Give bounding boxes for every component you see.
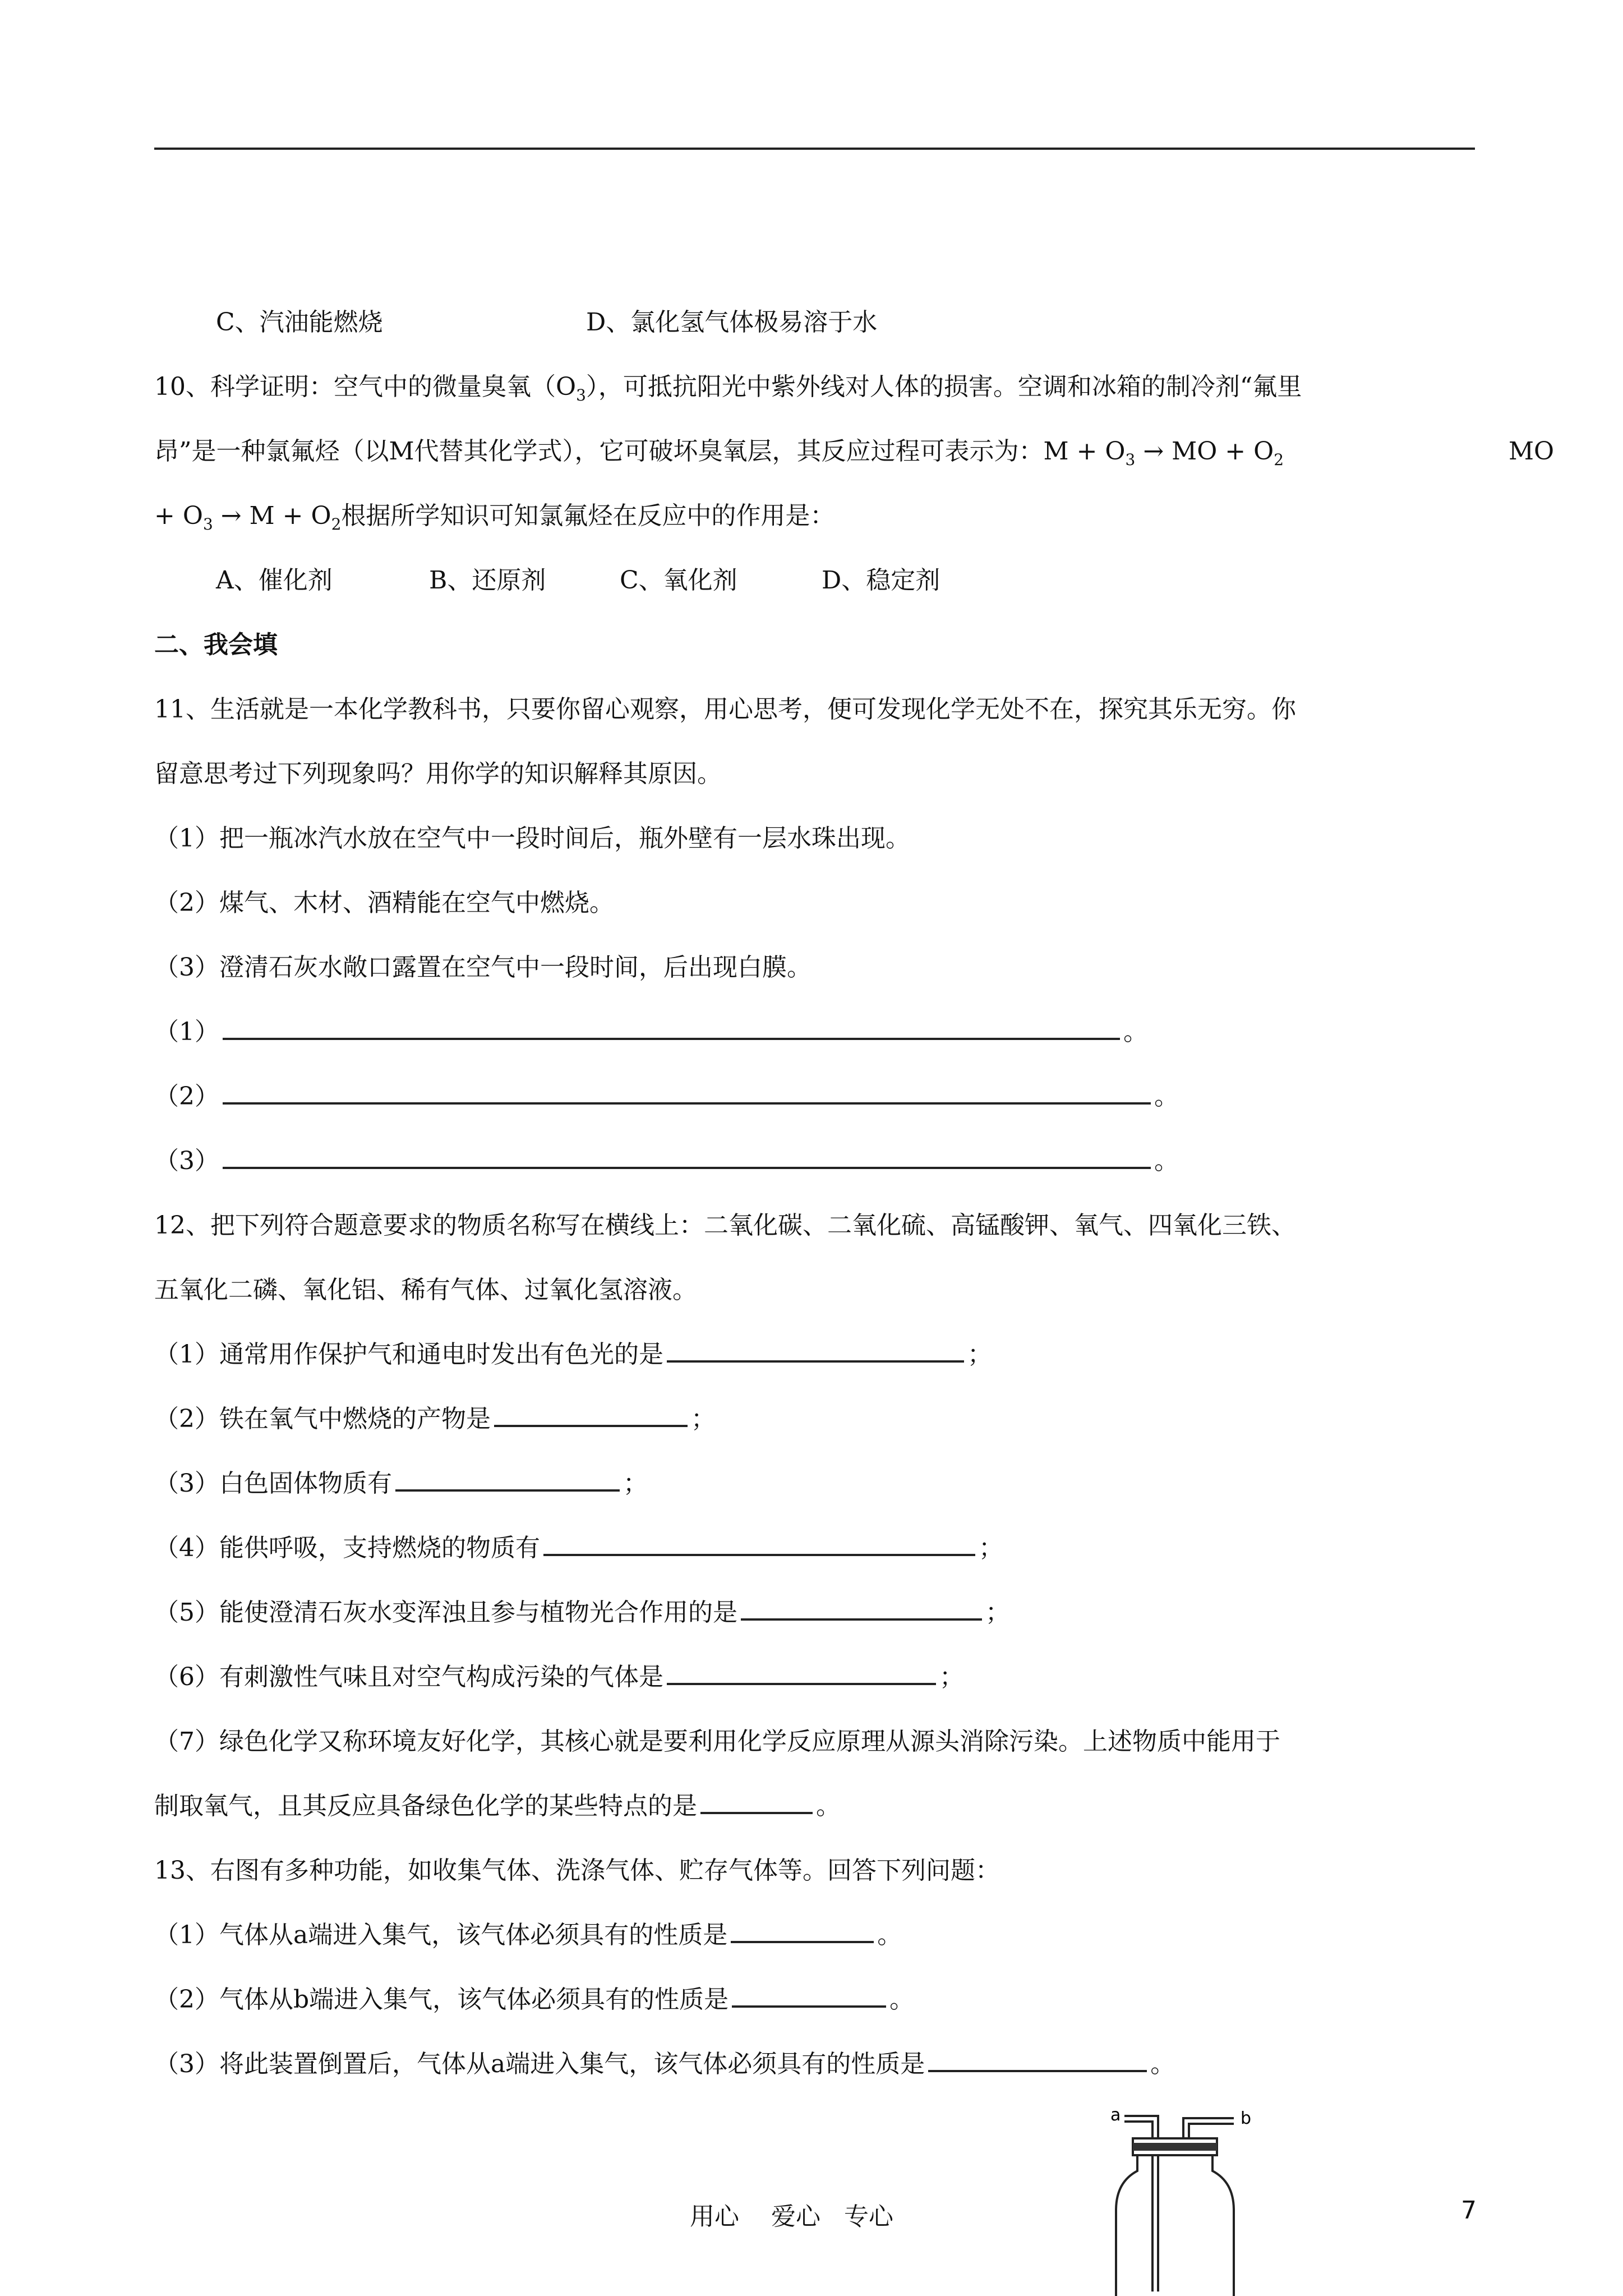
q12-item-3: （3）白色固体物质有 ； [154, 1467, 648, 1501]
q12-item-7-line2: 制取氧气，且其反应具备绿色化学的某些特点的是 。 [154, 1789, 841, 1823]
section-title: 二、我会填 [154, 631, 278, 659]
q11-answer-2: （2） 。 [154, 1080, 1179, 1114]
q10-line2-mo: MO [1509, 437, 1555, 466]
page-number: 7 [1461, 2196, 1477, 2225]
q13-line1: 13、右图有多种功能，如收集气体、洗涤气体、贮存气体等。回答下列问题： [154, 1856, 1000, 1885]
answer-blank[interactable] [732, 1983, 886, 2008]
q10-option-a: A、催化剂 [216, 566, 333, 595]
gas-bottle-figure [1099, 2104, 1267, 2296]
q12-item-1: （1）通常用作保护气和通电时发出有色光的是 ； [154, 1338, 992, 1372]
q11-item-3: （3）澄清石灰水敞口露置在空气中一段时间，后出现白膜。 [154, 953, 811, 982]
answer-blank[interactable] [741, 1596, 982, 1621]
answer-blank[interactable] [494, 1402, 688, 1427]
q13-item-2: （2）气体从b端进入集气，该气体必须具有的性质是 。 [154, 1983, 914, 2017]
bottle [1116, 2155, 1234, 2296]
answer-blank[interactable] [543, 1531, 975, 1556]
footer-text-1: 用心 [690, 2202, 739, 2231]
header-rule [154, 148, 1475, 150]
figure-label-a: a [1110, 2105, 1121, 2125]
q10-line3: + $O_3 \to M + O_2$根据所学知识可知氯氟烃在反应中的作用是： [154, 501, 835, 533]
q10-option-d: D、稳定剂 [822, 566, 940, 595]
q13-item-1: （1）气体从a端进入集气，该气体必须具有的性质是 。 [154, 1918, 902, 1952]
q11-line2: 留意思考过下列现象吗？用你学的知识解释其原因。 [154, 760, 722, 788]
q10-option-b: B、还原剂 [429, 566, 546, 595]
footer-text-2: 爱心 [771, 2202, 820, 2231]
answer-blank[interactable] [395, 1467, 620, 1492]
answer-blank[interactable] [928, 2047, 1147, 2072]
figure-label-b: b [1241, 2109, 1252, 2128]
q12-item-5: （5）能使澄清石灰水变浑浊且参与植物光合作用的是 ； [154, 1596, 1010, 1630]
q12-item-4: （4）能供呼吸，支持燃烧的物质有 ； [154, 1531, 1003, 1565]
answer-blank[interactable] [731, 1918, 874, 1943]
q10-line2: 昂”是一种氯氟烃（以M代替其化学式），它可破坏臭氧层，其反应过程可表示为：$M + O_3$ → MO + $O_2$ [154, 437, 1284, 469]
answer-blank[interactable] [223, 1015, 1120, 1040]
q12-line1: 12、把下列符合题意要求的物质名称写在横线上：二氧化碳、二氧化硫、高锰酸钾、氧气、四氧化三铁、 [154, 1211, 1296, 1240]
q13-item-3: （3）将此装置倒置后，气体从a端进入集气，该气体必须具有的性质是 。 [154, 2047, 1175, 2081]
q9-option-d: D、氯化氢气体极易溶于水 [586, 308, 878, 337]
answer-blank[interactable] [667, 1660, 936, 1685]
q11-line1: 11、生活就是一本化学教科书，只要你留心观察，用心思考，便可发现化学无处不在，探究其乐无穷。你 [154, 695, 1296, 724]
q11-answer-3: （3） 。 [154, 1144, 1179, 1178]
answer-blank[interactable] [223, 1080, 1151, 1105]
answer-blank[interactable] [667, 1338, 964, 1363]
q12-item-6: （6）有刺激性气味且对空气构成污染的气体是 ； [154, 1660, 964, 1694]
q10-option-c: C、氧化剂 [620, 566, 737, 595]
q11-item-1: （1）把一瓶冰汽水放在空气中一段时间后，瓶外壁有一层水珠出现。 [154, 824, 910, 853]
q12-line2: 五氧化二磷、氧化铝、稀有气体、过氧化氢溶液。 [154, 1276, 697, 1304]
q9-option-c: C、汽油能燃烧 [216, 308, 383, 337]
answer-blank[interactable] [223, 1144, 1151, 1169]
q10-line1: 10、科学证明：空气中的微量臭氧$(O_3)$，可抵抗阳光中紫外线对人体的损害。空调和冰箱的制冷剂“氟里 [154, 372, 1302, 404]
q11-item-2: （2）煤气、木材、酒精能在空气中燃烧。 [154, 889, 614, 917]
answer-blank[interactable] [700, 1789, 813, 1814]
q11-answer-1: （1） 。 [154, 1015, 1148, 1049]
q12-item-7-line1: （7）绿色化学又称环境友好化学，其核心就是要利用化学反应原理从源头消除污染。上述物质中能用于 [154, 1727, 1280, 1756]
footer-text-3: 专心 [844, 2202, 893, 2231]
q12-item-2: （2）铁在氧气中燃烧的产物是 ； [154, 1402, 716, 1436]
